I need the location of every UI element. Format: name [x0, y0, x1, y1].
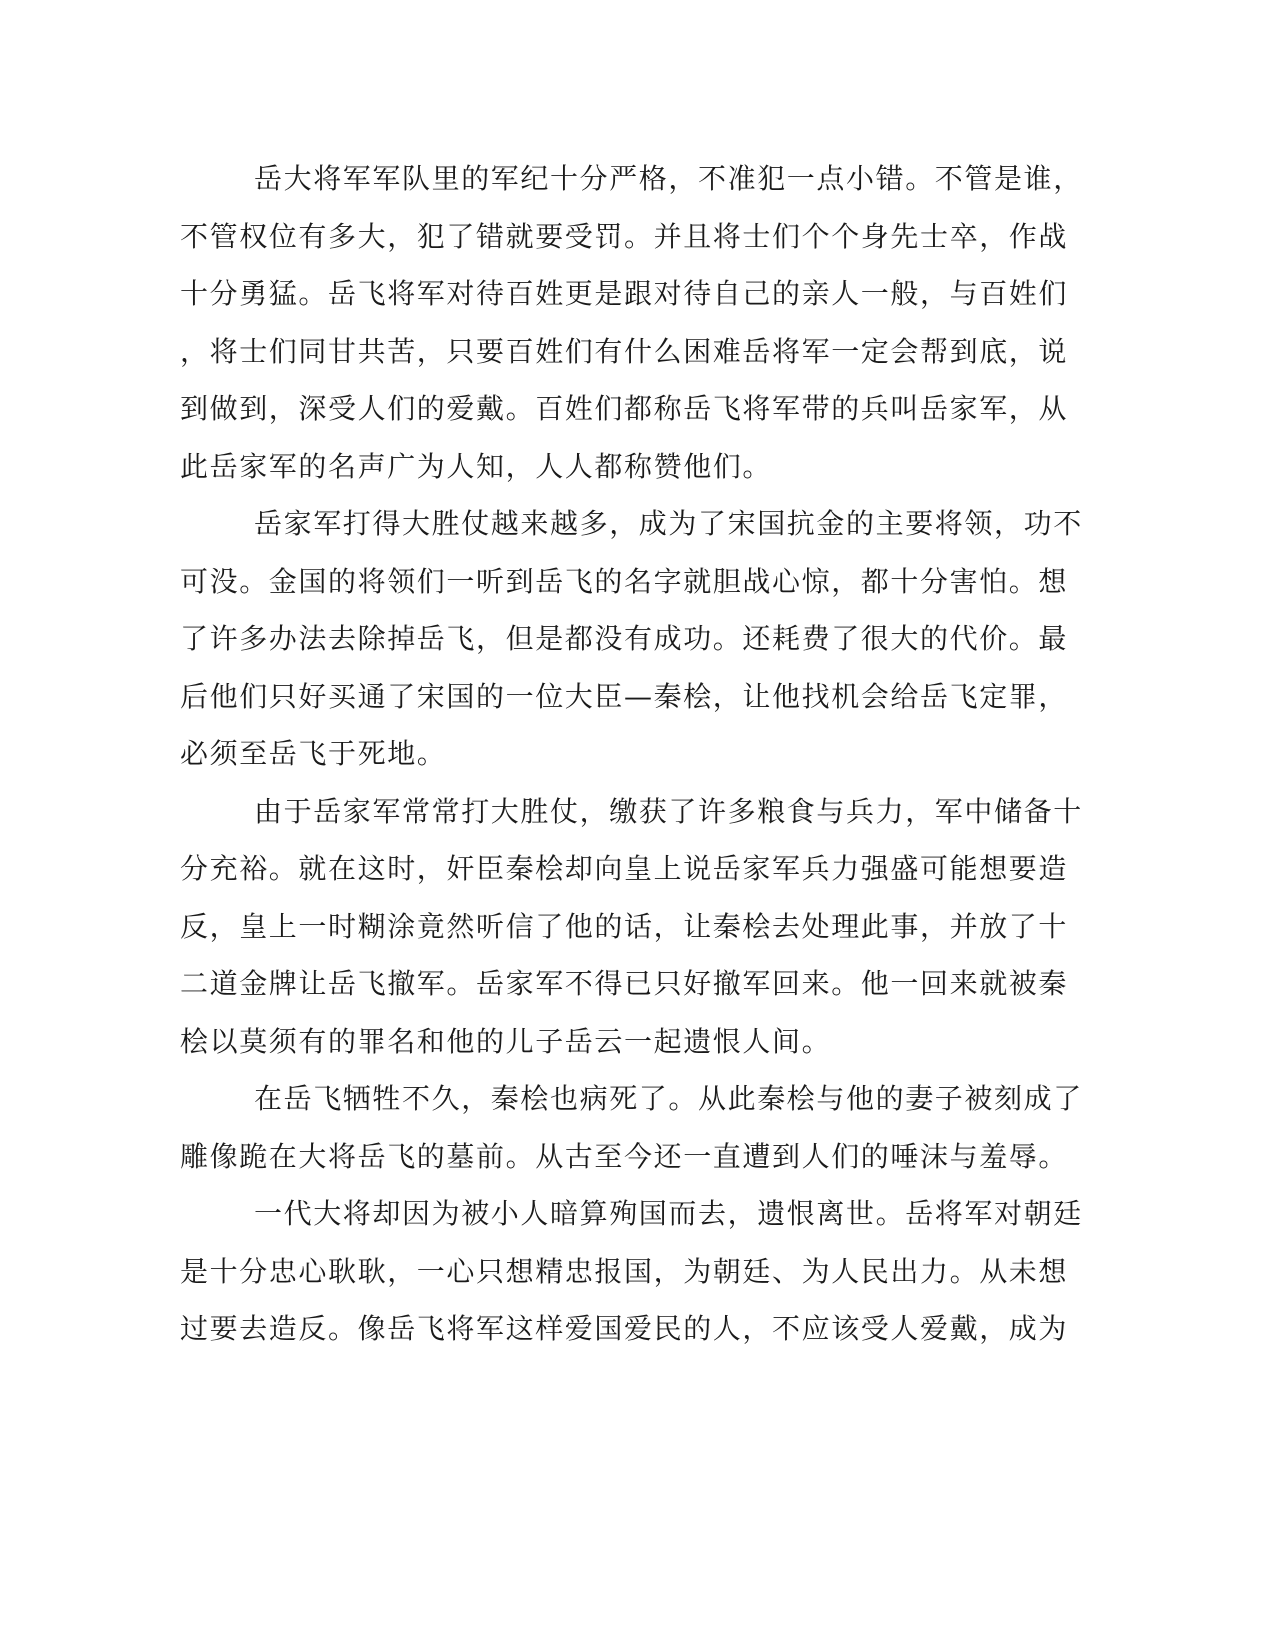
- paragraph-line: 岳大将军军队里的军纪十分严格，不准犯一点小错。不管是谁，: [254, 162, 1083, 195]
- paragraph-line: 在岳飞牺牲不久，秦桧也病死了。从此秦桧与他的妻子被刻成了: [254, 1082, 1083, 1115]
- paragraph-line: ，将士们同甘共苦，只要百姓们有什么困难岳将军一定会帮到底，说: [180, 334, 1069, 368]
- paragraph-5: [180, 1185, 1083, 1358]
- document-body: [180, 150, 1083, 1358]
- paragraph-line: 到做到，深受人们的爱戴。百姓们都称岳飞将军带的兵叫岳家军，从: [180, 392, 1069, 425]
- paragraph-line: 此岳家军的名声广为人知，人人都称赞他们。: [180, 449, 773, 483]
- paragraph-line: 分充裕。就在这时，奸臣秦桧却向皇上说岳家军兵力强盛可能想要造: [180, 852, 1069, 885]
- paragraph-line: 十分勇猛。岳飞将军对待百姓更是跟对待自己的亲人一般，与百姓们: [180, 277, 1069, 310]
- paragraph-1: [180, 150, 1083, 495]
- paragraph-line: 必须至岳飞于死地。: [180, 737, 447, 770]
- paragraph-line: 后他们只好买通了宋国的一位大臣—秦桧，让他找机会给岳飞定罪，: [180, 679, 1069, 713]
- paragraph-line: 是十分忠心耿耿，一心只想精忠报国，为朝廷、为人民出力。从未想: [180, 1254, 1069, 1288]
- paragraph-line: 可没。金国的将领们一听到岳飞的名字就胆战心惊，都十分害怕。想: [180, 564, 1069, 598]
- paragraph-line: 一代大将却因为被小人暗算殉国而去，遗恨离世。岳将军对朝廷: [254, 1197, 1083, 1230]
- paragraph-2: [180, 495, 1083, 783]
- paragraph-line: 不管权位有多大，犯了错就要受罚。并且将士们个个身先士卒，作战: [180, 219, 1069, 253]
- paragraph-line: 岳家军打得大胜仗越来越多，成为了宋国抗金的主要将领，功不: [254, 507, 1083, 540]
- paragraph-line: 反，皇上一时糊涂竟然听信了他的话，让秦桧去处理此事，并放了十: [180, 909, 1069, 943]
- paragraph-line: 桧以莫须有的罪名和他的儿子岳云一起遗恨人间。: [180, 1024, 832, 1058]
- paragraph-line: 雕像跪在大将岳飞的墓前。从古至今还一直遭到人们的唾沫与羞辱。: [180, 1139, 1069, 1173]
- paragraph-3: [180, 783, 1083, 1071]
- paragraph-line: 了许多办法去除掉岳飞，但是都没有成功。还耗费了很大的代价。最: [180, 622, 1069, 655]
- paragraph-line: 过要去造反。像岳飞将军这样爱国爱民的人，不应该受人爱戴，成为: [180, 1312, 1069, 1345]
- paragraph-4: [180, 1070, 1083, 1185]
- paragraph-line: 二道金牌让岳飞撤军。岳家军不得已只好撤军回来。他一回来就被秦: [180, 967, 1069, 1000]
- paragraph-line: 由于岳家军常常打大胜仗，缴获了许多粮食与兵力，军中储备十: [254, 794, 1083, 828]
